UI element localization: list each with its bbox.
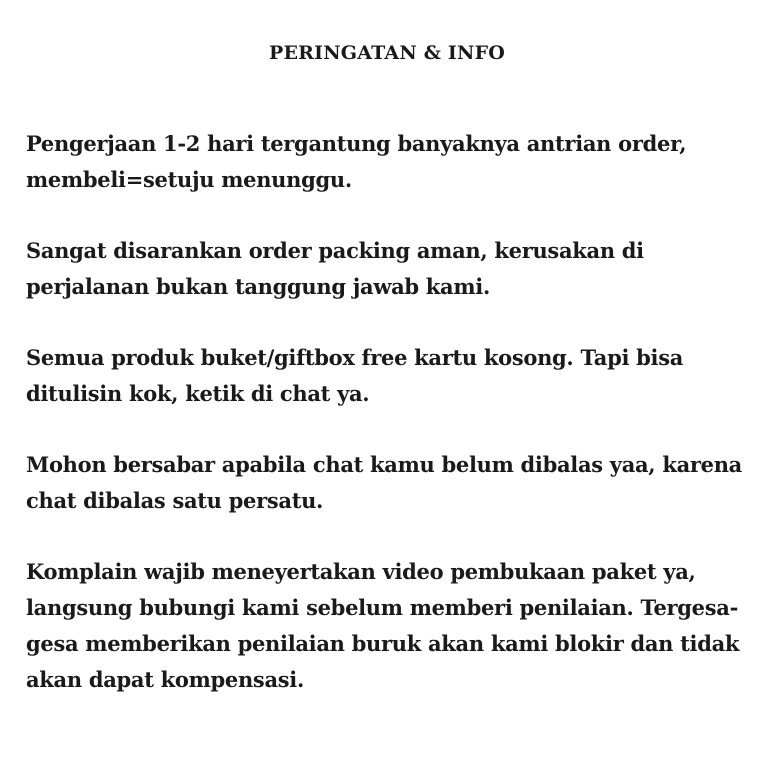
notice-list — [26, 126, 748, 698]
notice-free-card: Semua produk buket/giftbox free kartu kosong. Tapi bisa ditulisin kok, ketik di chat ya. — [26, 345, 684, 406]
notice-complaint-policy: Komplain wajib meneyertakan video pembukaan paket ya, langsung bubungi kami sebelum memberi penilaian. Tergesa-gesa memberikan penilaian buruk akan kami blokir dan tidak akan dapat kompensasi. — [26, 559, 740, 692]
page-title: PERINGATAN & INFO — [268, 42, 506, 64]
notice-safe-packing: Sangat disarankan order packing aman, kerusakan di perjalanan bukan tanggung jawab kami. — [26, 238, 644, 299]
notice-chat-patience: Mohon bersabar apabila chat kamu belum dibalas yaa, karena chat dibalas satu persatu. — [26, 452, 742, 513]
notice-processing-time: Pengerjaan 1-2 hari tergantung banyaknya antrian order, membeli=setuju menunggu. — [26, 131, 687, 192]
